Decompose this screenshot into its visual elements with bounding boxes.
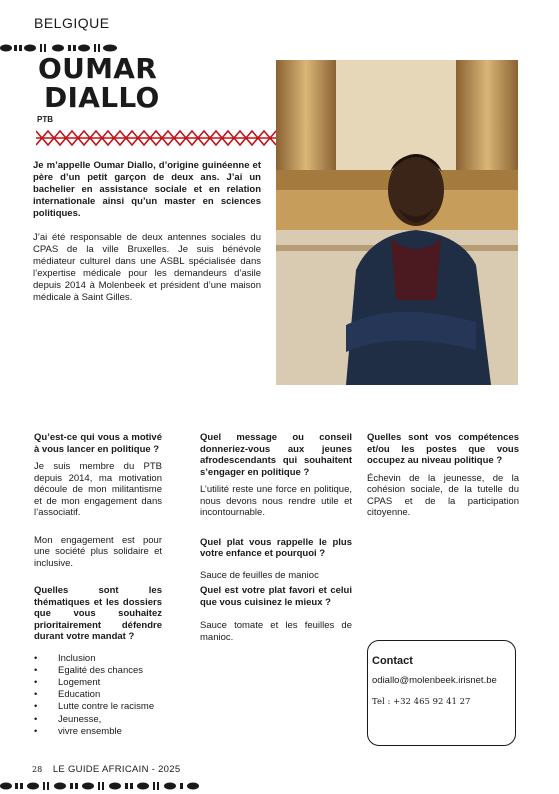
answer-competences: Échevin de la jeunesse, de la cohésion sociale, de la tutelle du CPAS et de la participation citoyenne. (367, 472, 519, 518)
contact-title: Contact (372, 655, 413, 667)
question-childhood-dish: Quel plat vous rappelle le plus votre enfance et pourquoi ? (200, 536, 352, 559)
answer-engagement: Mon engagement est pour une société plus solidaire et inclusive. (34, 534, 162, 569)
red-pattern-band (36, 129, 276, 147)
themes-list (34, 653, 162, 738)
answer-advice: L’utilité reste une force en politique, nous devons nous rendre utile et incontournable. (200, 484, 352, 518)
bottom-pattern-decoration (0, 781, 200, 791)
column-1 (34, 432, 162, 738)
list-item: • Jeunesse, (34, 714, 162, 726)
answer-favorite-dish: Sauce tomate et les feuilles de manioc. (200, 620, 352, 643)
intro-paragraph-2: J’ai été responsable de deux antennes sociales du CPAS de la ville Bruxelles. Je suis bénévole médiateur culturel dans une ASBL spécialisée dans l’expertise médicale pour les demandeurs d’asile depuis 2014 à Molenbeek et président d’une maison médicale à Saint Gilles. (33, 232, 261, 303)
question-advice: Quel message ou conseil donneriez-vous aux jeunes afrodescendants qui souhaitent s’engager en politique ? (200, 432, 352, 478)
answer-motivation: Je suis membre du PTB depuis 2014, ma motivation découle de mon militantisme et de mon engagement dans l’associatif. (34, 461, 162, 518)
last-name: DIALLO (44, 81, 160, 114)
list-item: • Education (34, 689, 162, 701)
intro-text (33, 160, 261, 316)
contact-phone[interactable]: Tel : +32 465 92 41 27 (372, 697, 471, 707)
first-name: OUMAR (38, 52, 158, 85)
answer-childhood-dish: Sauce de feuilles de manioc (200, 569, 319, 581)
page-number: 28 (32, 765, 43, 774)
question-motivation: Qu’est-ce qui vous a motivé à vous lancer en politique ? (34, 432, 162, 455)
intro-paragraph-1: Je m’appelle Oumar Diallo, d’origine guinéenne et père d’un petit garçon de deux ans. J’ai un bachelier en assistance sociale et en relation internationale ainsi qu’un master en sciences politiques. (33, 160, 261, 219)
country-label: BELGIQUE (34, 15, 110, 31)
question-competences: Quelles sont vos compétences et/ou les postes que vous occupez au niveau politique ? (367, 432, 519, 466)
column-3 (367, 432, 519, 533)
list-item: • Inclusion (34, 653, 162, 665)
guide-title: LE GUIDE AFRICAIN - 2025 (52, 764, 181, 775)
page-footer (32, 764, 180, 775)
contact-email[interactable]: odiallo@molenbeek.irisnet.be (372, 675, 497, 686)
party-label: PTB (37, 115, 53, 124)
question-favorite-dish: Quel est votre plat favori et celui que vous cuisinez le mieux ? (200, 585, 352, 608)
person-photo-icon (276, 60, 518, 385)
column-2 (200, 432, 352, 657)
contact-box (367, 640, 516, 746)
list-item: • vivre ensemble (34, 726, 162, 738)
list-item: • Egalité des chances (34, 665, 162, 677)
list-item: • Lutte contre le racisme (34, 701, 162, 713)
person-name (38, 54, 160, 112)
question-themes: Quelles sont les thématiques et les dossiers que vous souhaitez prioritairement défendre durant votre mandat ? (34, 585, 162, 642)
list-item: • Logement (34, 677, 162, 689)
portrait-photo (276, 60, 518, 385)
